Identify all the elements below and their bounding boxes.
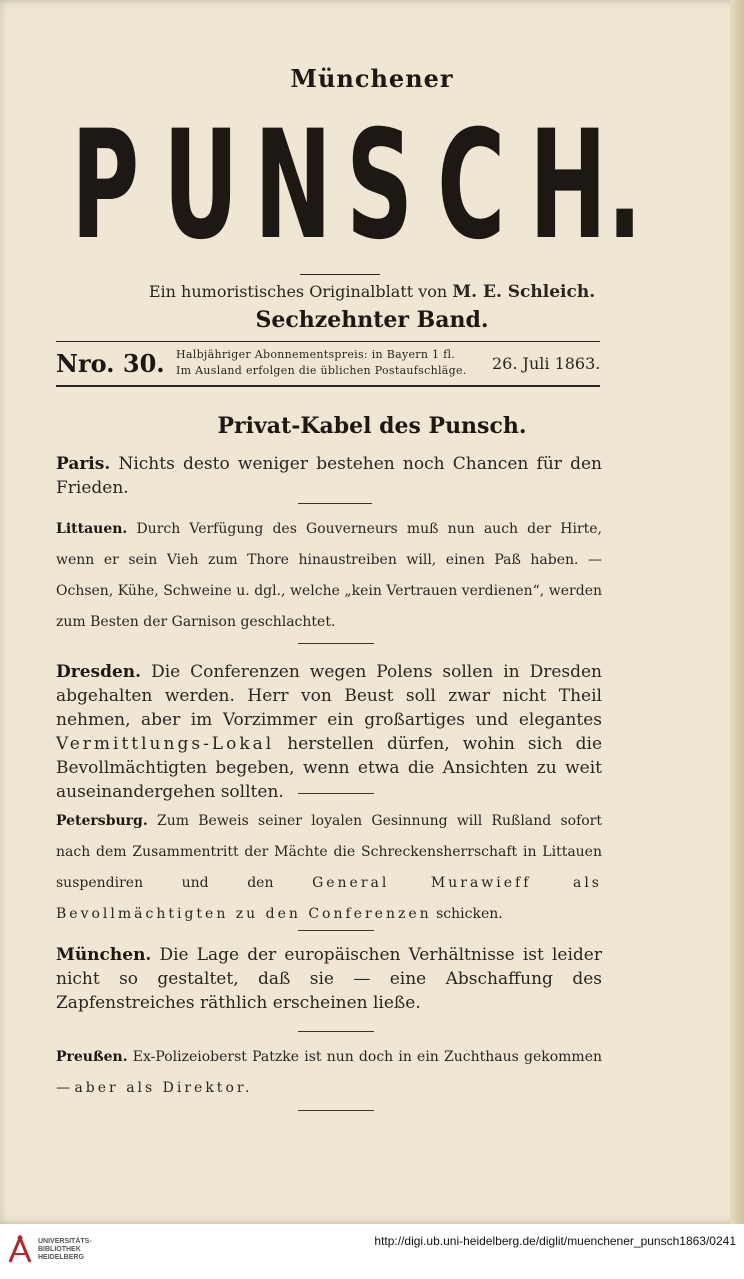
masthead-letter: H.	[529, 99, 643, 273]
article-head: Littauen.	[56, 521, 128, 537]
article-head: München.	[56, 945, 152, 965]
article-paris	[56, 452, 602, 500]
article-littauen	[56, 514, 602, 638]
article-preussen	[56, 1042, 602, 1104]
separator	[298, 930, 374, 931]
article-text-spaced: Vermittlungs-Lokal	[56, 734, 275, 754]
masthead-title	[54, 99, 643, 273]
logo-line: HEIDELBERG	[38, 1254, 84, 1261]
article-text: Die Conferenzen wegen Polens sollen in Dresden abgehalten werden. Herr von Beust soll zwar nicht Theil nehmen, aber im Vorzimmer ein großartiges und elegantes	[56, 662, 603, 730]
price-line: Im Ausland erfolgen die üblichen Postaufschläge.	[176, 364, 467, 377]
author-name: M. E. Schleich.	[452, 282, 596, 302]
page-edge	[730, 0, 744, 1224]
issue-date: 26. Juli 1863.	[492, 354, 601, 373]
masthead-pretitle: Münchener	[290, 64, 454, 93]
article-text: schicken.	[436, 906, 503, 922]
article-text: Durch Verfügung des Gouverneurs muß nun auch der Hirte, wenn er sein Vieh zum Thore hinaustreiben will, einen Paß haben. — Ochsen, Kühe, Schweine u. dgl., welche „kein Vertrauen verdienen“, werden zum Besten der Garnison geschlachtet.	[56, 521, 602, 630]
article-text: Die Lage der europäischen Verhältnisse ist leider nicht so gestaltet, daß sie — eine Abschaffung des Zapfenstreiches räthlich erscheinen ließe.	[56, 945, 602, 1013]
masthead-letter: S	[345, 99, 413, 273]
article-text: Ex-Polizeioberst Patzke ist nun doch in ein Zuchthaus gekommen —	[56, 1049, 602, 1096]
footer-bar	[0, 1224, 744, 1279]
masthead-letter: P	[71, 99, 140, 273]
section-title: Privat-Kabel des Punsch.	[217, 413, 527, 439]
article-text-spaced: aber als Direktor.	[74, 1080, 253, 1096]
masthead-rule	[300, 274, 380, 275]
article-dresden	[56, 660, 602, 804]
article-text: Nichts desto weniger bestehen noch Chancen für den Frieden.	[56, 454, 602, 498]
article-text: herstellen dürfen, wohin sich die Bevollmächtigten begeben, wenn etwa die Ansichten zu weit auseinandergehen sollten.	[56, 734, 603, 802]
library-logo-text[interactable]	[38, 1238, 92, 1262]
issue-rule-top	[56, 341, 600, 342]
article-text-spaced: General Murawieff als Bevollmächtigten zu den Conferenzen	[56, 875, 602, 922]
logo-line: UNIVERSITÄTS-	[38, 1238, 92, 1245]
masthead-letter: C	[437, 99, 506, 273]
article-head: Preußen.	[56, 1049, 128, 1065]
separator	[298, 643, 374, 644]
separator	[298, 1110, 374, 1111]
tagline-text: Ein humoristisches Originalblatt von	[148, 282, 448, 301]
logo-line: BIBLIOTHEK	[38, 1246, 81, 1253]
article-text: Zum Beweis seiner loyalen Gesinnung will Rußland sofort nach dem Zusammentritt der Mächte die Schreckensherrschaft in Littauen suspendiren und den	[56, 813, 603, 891]
article-head: Petersburg.	[56, 813, 148, 829]
masthead-letter: U	[162, 99, 239, 273]
issue-number: Nro. 30.	[56, 349, 165, 378]
volume-title: Sechzehnter Band.	[255, 307, 489, 333]
separator	[298, 503, 372, 504]
price-line: Halbjähriger Abonnementspreis: in Bayern 1 fl.	[176, 348, 456, 361]
article-head: Paris.	[56, 454, 111, 474]
tagline	[0, 282, 744, 302]
separator	[298, 793, 374, 794]
masthead-letter: N	[254, 99, 333, 273]
university-logo-icon[interactable]	[8, 1234, 32, 1264]
article-head: Dresden.	[56, 662, 142, 682]
issue-rule-bottom	[56, 385, 600, 387]
separator	[298, 1031, 374, 1032]
article-petersburg	[56, 806, 602, 930]
footer-url-link[interactable]: http://digi.ub.uni-heidelberg.de/diglit/muenchener_punsch1863/0241	[374, 1234, 736, 1248]
article-muenchen	[56, 943, 602, 1015]
